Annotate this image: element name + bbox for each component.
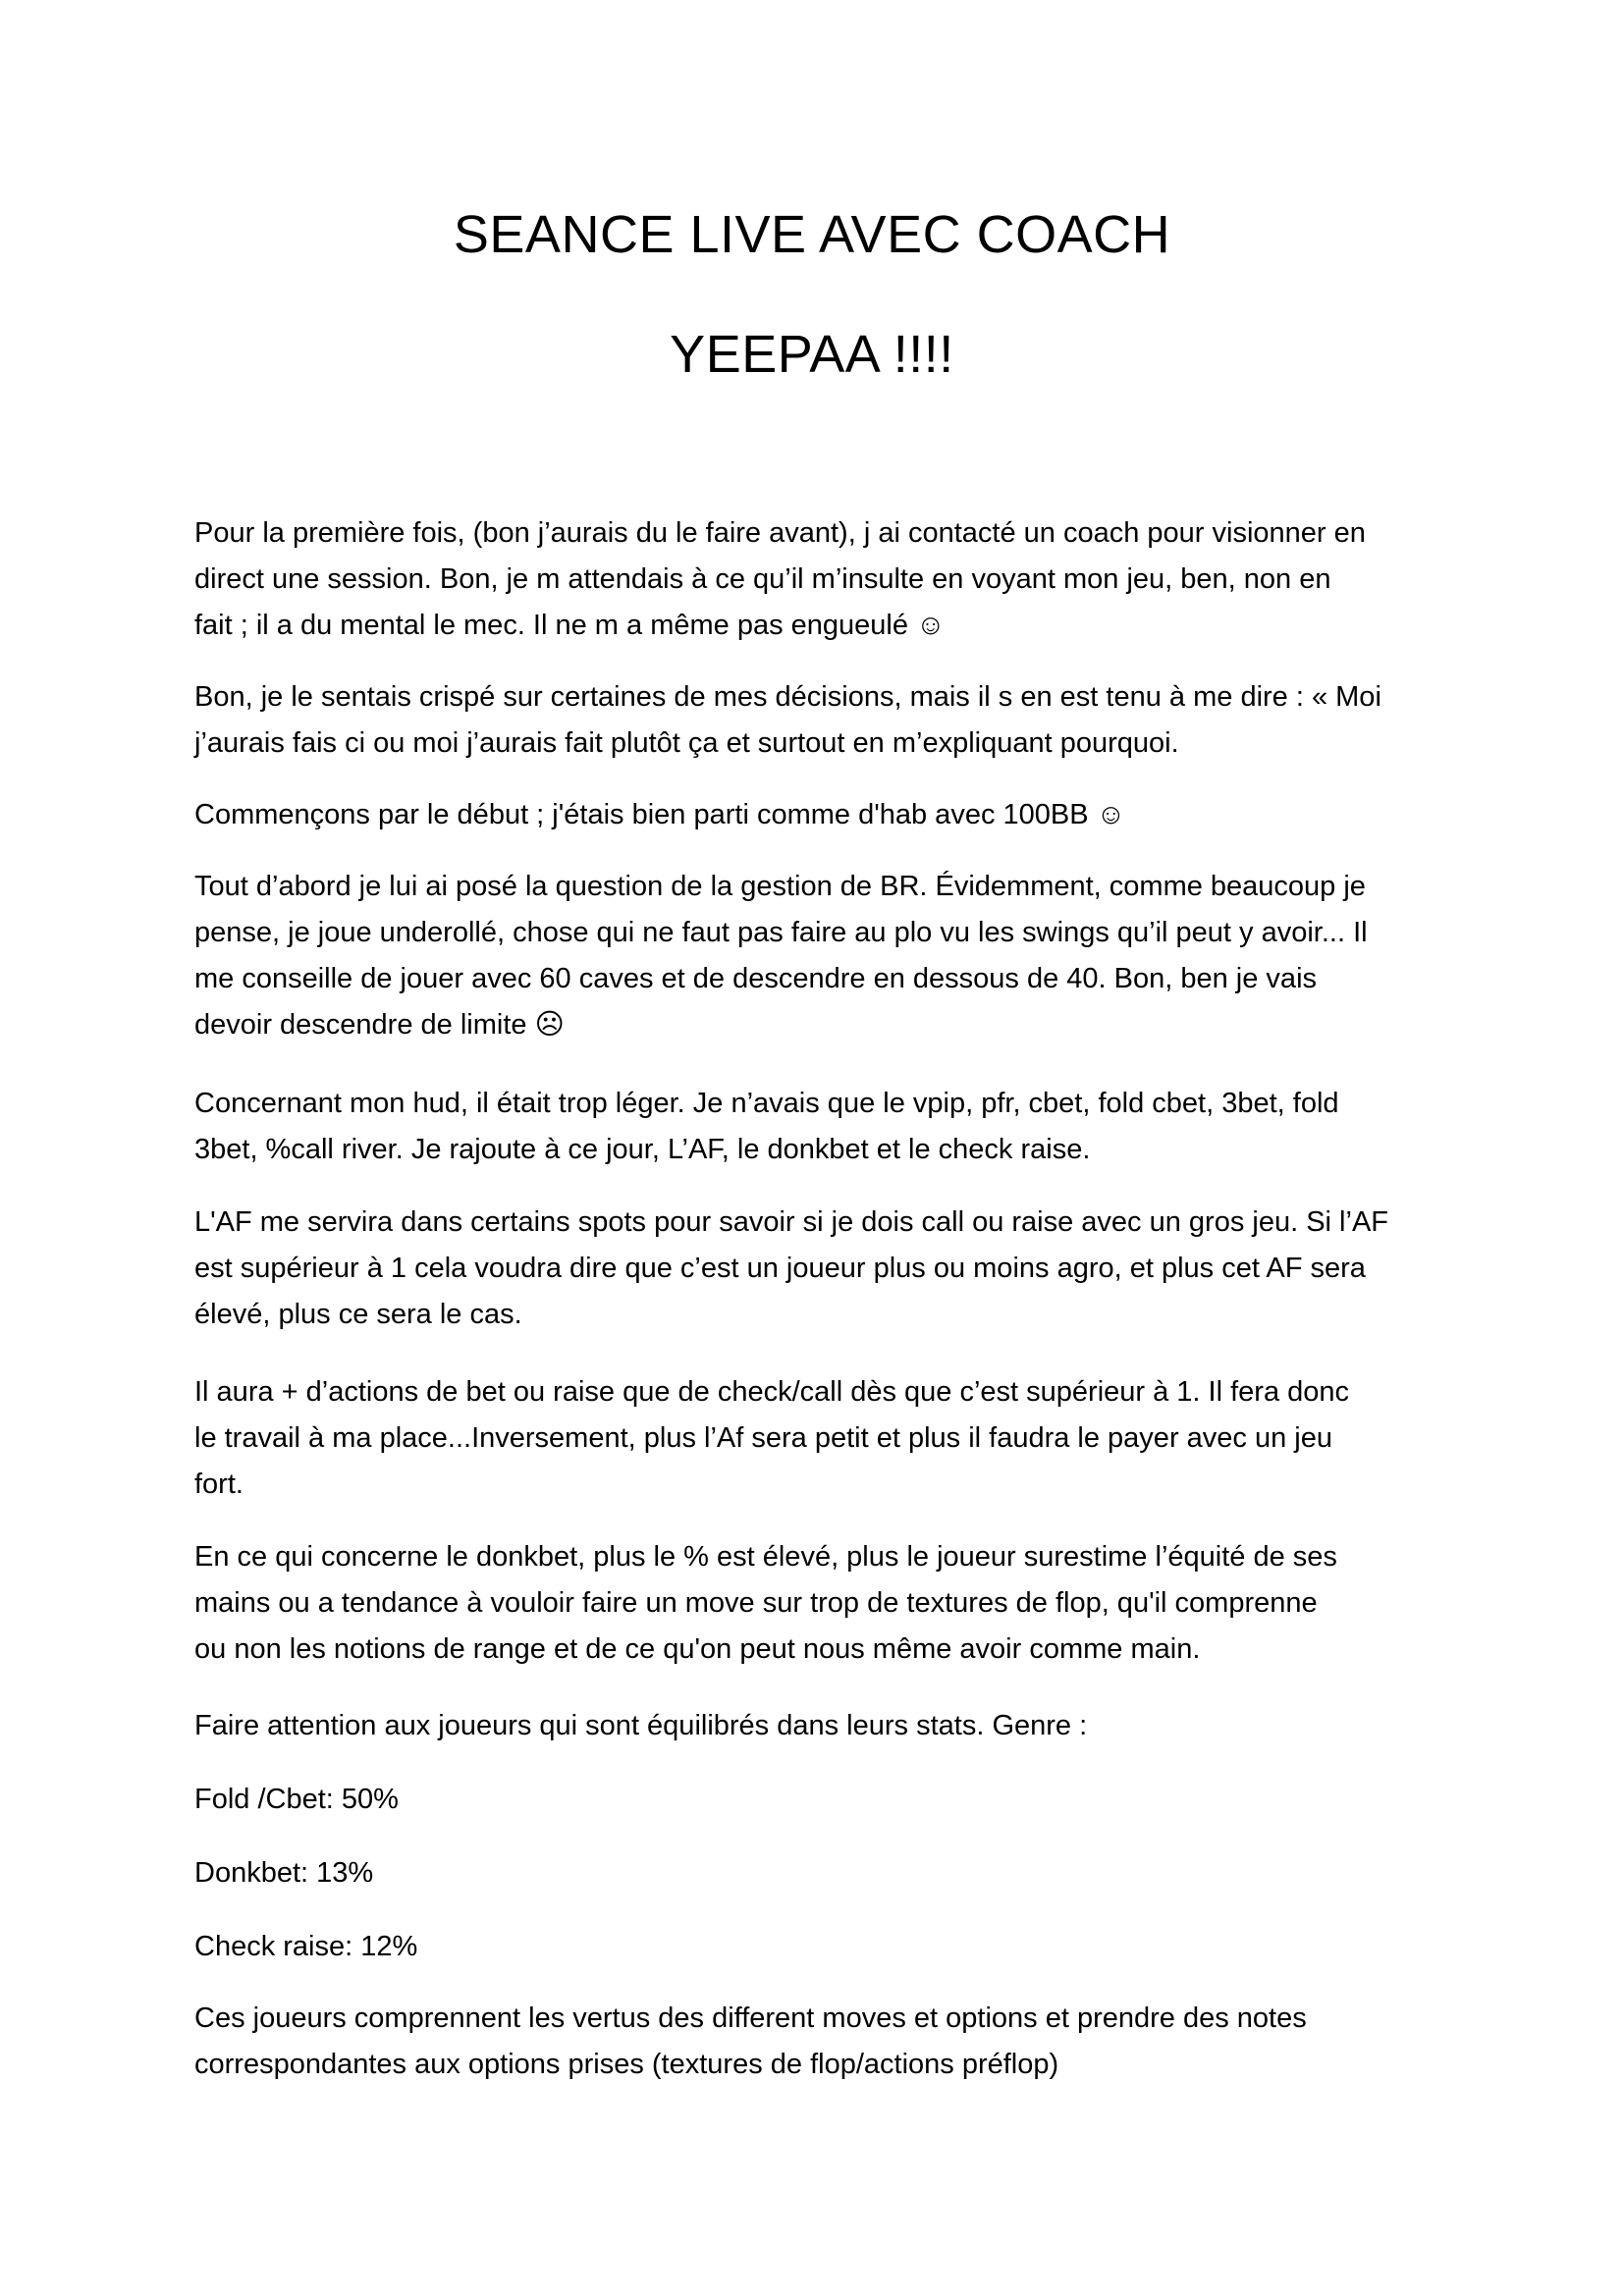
paragraph-coach-feedback: Bon, je le sentais crispé sur certaines de mes décisions, mais il s en est tenu à me dire : « Moi j’aurais fais ci ou moi j’aurais fait plutôt ça et surtout en m’expliquant pourquoi. [194, 681, 1381, 759]
paragraph-donkbet: En ce qui concerne le donkbet, plus le % est élevé, plus le joueur surestime l’équité de ses mains ou a tendance à vouloir faire un move sur trop de textures de flop, qu'il comprenne ou non les notions de range et de ce qu'on peut nous même avoir comme main. [194, 1541, 1337, 1665]
paragraph-af: L'AF me servira dans certains spots pour savoir si je dois call ou raise avec un gros jeu. Si l’AF est supérieur à 1 cela voudra dire que c’est un joueur plus ou moins agro, et plus cet AF sera élevé, plus ce sera le cas. [194, 1206, 1389, 1330]
stat-check-raise: Check raise: 12% [194, 1931, 418, 1962]
paragraph-start: Commençons par le début ; j'étais bien parti comme d'hab avec 100BB ☺ [194, 799, 1126, 830]
paragraph-balanced-players: Faire attention aux joueurs qui sont équilibrés dans leurs stats. Genre : [194, 1710, 1088, 1741]
document-subtitle: YEEPAA !!!! [670, 325, 954, 384]
paragraph-conclusion: Ces joueurs comprennent les vertus des different moves et options et prendre des notes correspondantes aux options prises (textures de flop/actions préflop) [194, 2002, 1307, 2080]
paragraph-bankroll: Tout d’abord je lui ai posé la question de la gestion de BR. Évidemment, comme beaucoup je pense, je joue underollé, chose qui ne faut pas faire au plo vu les swings qu’il peut y avoir... Il me conseille de jouer avec 60 caves et de descendre en dessous de 40. Bon, ben je vais devoir descendre de limite ☹ [194, 871, 1368, 1041]
paragraph-hud: Concernant mon hud, il était trop léger. Je n’avais que le vpip, pfr, cbet, fold cbet, 3bet, fold 3bet, %call river. Je rajoute à ce jour, L’AF, le donkbet et le check raise. [194, 1088, 1339, 1165]
stat-donkbet: Donkbet: 13% [194, 1857, 374, 1889]
stat-fold-cbet: Fold /Cbet: 50% [194, 1784, 399, 1815]
document-title: SEANCE LIVE AVEC COACH [453, 205, 1171, 264]
paragraph-af-actions: Il aura + d’actions de bet ou raise que de check/call dès que c’est supérieur à 1. Il fera donc le travail à ma place...Inversement, plus l’Af sera petit et plus il faudra le payer avec un jeu fort. [194, 1376, 1350, 1500]
paragraph-intro: Pour la première fois, (bon j’aurais du le faire avant), j ai contacté un coach pour visionner en direct une session. Bon, je m attendais à ce qu’il m’insulte en voyant mon jeu, ben, non en fait ; il a du mental le mec. Il ne m a même pas engueulé ☺ [194, 517, 1366, 641]
